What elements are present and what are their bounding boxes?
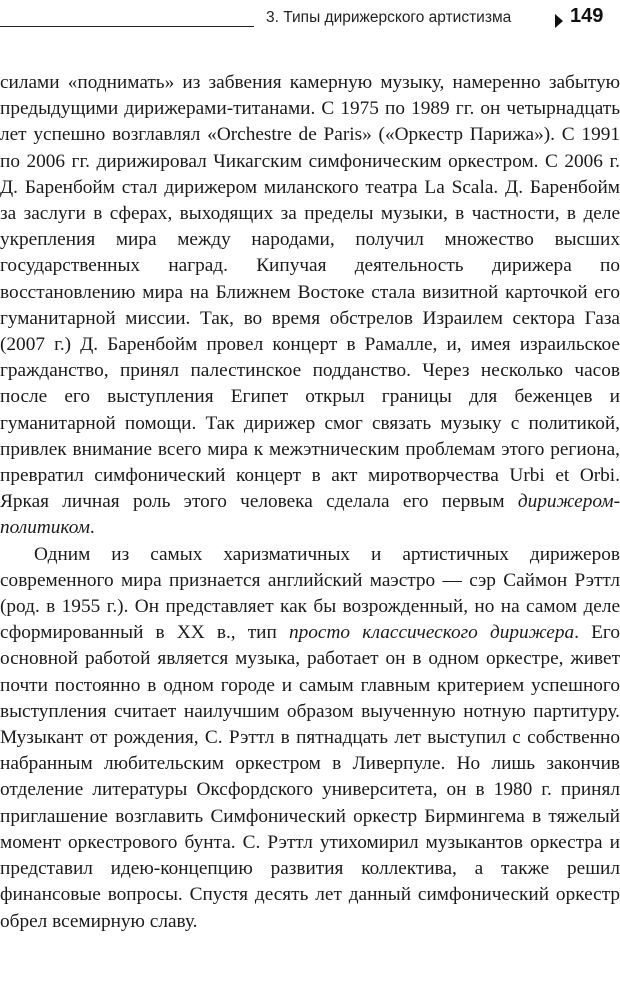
paragraph-2: [0, 542, 620, 935]
header-rule: [0, 26, 254, 27]
paragraph-1: [0, 70, 620, 542]
italic-term: просто классического дирижера: [288, 622, 575, 644]
paragraph-segment: . Его основной работой является музыка, работает он в одном оркестре, живет почти постоянно в одном городе и самым главным критерием успешного выступления считает наилучшим образом выученную нотную партитуру. Музыкант от рождения, С. Рэттл в пятнадцать лет выступил с собственно набранным любительским оркестром в Ливерпуле. Но лишь закончив отделение литературы Оксфордского университета, он в 1980 г. принял приглашение возглавить Симфонический оркестр Бирмингема в тяжелый момент оркестрового бунта. С. Рэттл утихомирил музыкантов оркестра и представил идею-концепцию развития коллектива, а также решил финансовые вопросы. Спустя десять лет данный симфонический оркестр обрел всемирную славу.: [0, 622, 620, 932]
chapter-title: 3. Типы дирижерского артистизма: [266, 9, 512, 26]
italic-term: дирижером-политиком: [0, 491, 620, 539]
running-header: [0, 0, 620, 44]
triangle-marker-icon: [555, 14, 563, 28]
paragraph-segment: .: [89, 517, 95, 539]
body-text: [0, 70, 620, 935]
page-number: 149: [570, 5, 604, 27]
paragraph-segment: Одним из самых харизматичных и артистичных дирижеров современного мира признается английский маэстро — сэр Саймон Рэттл (род. в 1955 г.). Он представляет как бы возрожденный, но на самом деле сформированный в XX в., тип: [0, 543, 620, 644]
paragraph-segment: силами «поднимать» из забвения камерную музыку, намеренно забытую предыдущими дирижерами-титанами. С 1975 по 1989 гг. он четырнадцать лет успешно возглавлял «Orchestre de Paris» («Оркестр Парижа»). С 1991 по 2006 гг. дирижировал Чикагским симфоническим оркестром. С 2006 г. Д. Баренбойм стал дирижером миланского театра La Scala. Д. Баренбойм за заслуги в сферах, выходящих за пределы музыки, в частности, в деле укрепления мира между народами, получил множество высших государственных наград. Кипучая деятельность дирижера по восстановлению мира на Ближнем Востоке стала визитной карточкой его гуманитарной миссии. Так, во время обстрелов Израилем сектора Газа (2007 г.) Д. Баренбойм провел концерт в Рамалле, и, имея израильское гражданство, принял палестинское подданство. Через несколько часов после его выступления Египет открыл границы для беженцев и гуманитарной помощи. Так дирижер смог связать музыку с политикой, привлек внимание всего мира к межэтническим проблемам этого региона, превратил симфонический концерт в акт миротворчества Urbi et Orbi. Яркая личная роль этого человека сделала его первым: [0, 72, 620, 513]
